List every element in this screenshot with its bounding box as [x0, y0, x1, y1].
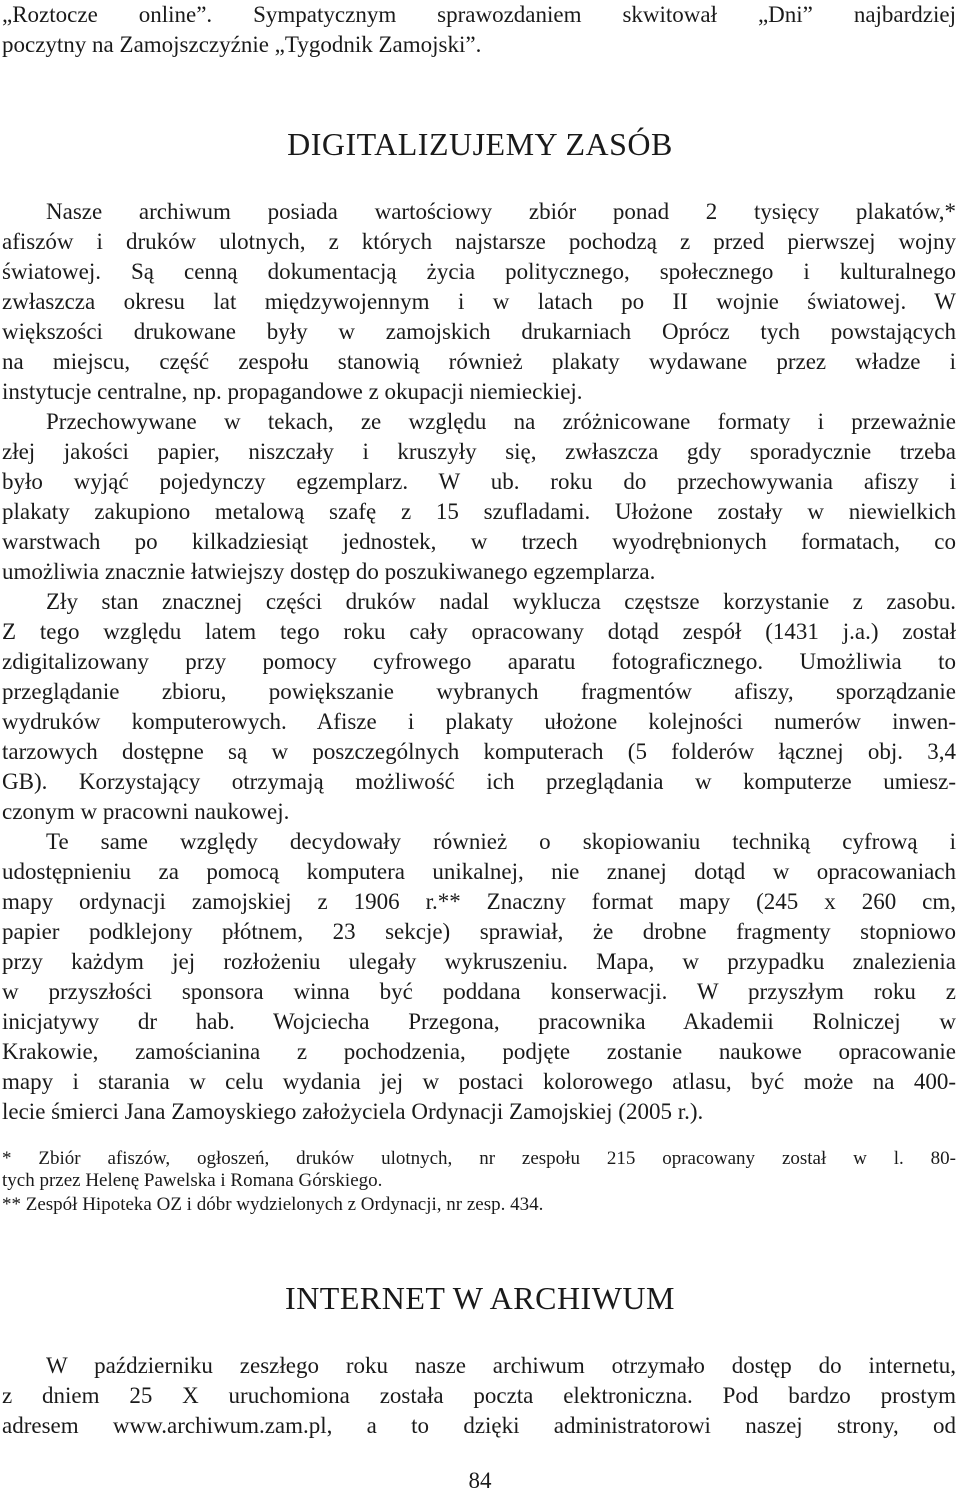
page-number: 84	[468, 1468, 492, 1493]
paragraph-line: adresem www.archiwum.zam.pl, a to dzięki administratorowi naszej strony, od	[2, 1413, 956, 1438]
paragraph-line: mapy ordynacji zamojskiej z 1906 r.** Znaczny format mapy (245 x 260 cm,	[2, 889, 956, 914]
footnote-line: * Zbiór afiszów, ogłoszeń, druków ulotnych, nr zespołu 215 opracowany został w l. 80-	[2, 1148, 956, 1169]
paragraph-line: Z tego względu latem tego roku cały opracowany dotąd zespół (1431 j.a.) został	[2, 619, 956, 644]
paragraph-line: zdigitalizowany przy pomocy cyfrowego aparatu fotograficznego. Umożliwia to	[2, 649, 956, 674]
paragraph-line: lecie śmierci Jana Zamoyskiego założyciela Ordynacji Zamojskiej (2005 r.).	[2, 1099, 704, 1124]
paragraph-line: było wyjąć pojedynczy egzemplarz. W ub. roku do przechowywania afiszy i	[2, 469, 956, 494]
paragraph-line: udostępnieniu za pomocą komputera unikalnej, nie znanej dotąd w opracowaniach	[2, 859, 956, 884]
paragraph-line: z dniem 25 X uruchomiona została poczta elektroniczna. Pod bardzo prostym	[2, 1383, 956, 1408]
paragraph-line: światowej. Są cenną dokumentacją życia politycznego, społecznego i kulturalnego	[2, 259, 956, 284]
paragraph-line: Przechowywane w tekach, ze względu na zróżnicowane formaty i przeważnie	[46, 409, 956, 434]
paragraph-line: W październiku zeszłego roku nasze archiwum otrzymało dostęp do internetu,	[46, 1353, 956, 1378]
paragraph-line: zwłaszcza okresu lat międzywojennym i w latach po II wojnie światowej. W	[2, 289, 956, 314]
paragraph-line: złej jakości papier, niszczały i kruszyły się, zwłaszcza gdy sporadycznie trzeba	[2, 439, 956, 464]
paragraph-line: umożliwia znacznie łatwiejszy dostęp do poszukiwanego egzemplarza.	[2, 559, 656, 584]
intro-line: poczytny na Zamojszczyźnie „Tygodnik Zamojski”.	[2, 32, 482, 57]
paragraph-line: tarzowych dostępne są w poszczególnych komputerach (5 folderów łącznej obj. 3,4	[2, 739, 956, 764]
paragraph-line: afiszów i druków ulotnych, z których najstarsze pochodzą z przed pierwszej wojny	[2, 229, 956, 254]
paragraph-line: wydruków komputerowych. Afisze i plakaty ułożone kolejności numerów inwen-	[2, 709, 956, 734]
section-heading-internet: INTERNET W ARCHIWUM	[285, 1280, 675, 1316]
paragraph-line: mapy i starania w celu wydania jej w postaci kolorowego atlasu, być może na 400-	[2, 1069, 956, 1094]
paragraph-line: czonym w pracowni naukowej.	[2, 799, 290, 824]
footnote-line: tych przez Helenę Pawelska i Romana Górskiego.	[2, 1170, 383, 1191]
footnote-line: ** Zespół Hipoteka OZ i dóbr wydzielonych z Ordynacji, nr zesp. 434.	[2, 1194, 544, 1215]
paragraph-line: Krakowie, zamościanina z pochodzenia, podjęte zostanie naukowe opracowanie	[2, 1039, 956, 1064]
paragraph-line: Nasze archiwum posiada wartościowy zbiór ponad 2 tysięcy plakatów,*	[46, 199, 956, 224]
paragraph-line: plakaty zakupiono metalową szafę z 15 szufladami. Ułożone zostały w niewielkich	[2, 499, 956, 524]
paragraph-line: Te same względy decydowały również o skopiowaniu techniką cyfrową i	[46, 829, 956, 854]
paragraph-line: inicjatywy dr hab. Wojciecha Przegona, pracownika Akademii Rolniczej w	[2, 1009, 956, 1034]
paragraph-line: przy każdym jej rozłożeniu ulegały wykruszeniu. Mapa, w przypadku znalezienia	[2, 949, 956, 974]
paragraph-line: na miejscu, część zespołu stanowią również plakaty wydawane przez władze i	[2, 349, 956, 374]
intro-line: „Roztocze online”. Sympatycznym sprawozdaniem skwitował „Dni” najbardziej	[2, 2, 956, 27]
paragraph-line: większości drukowane były w zamojskich drukarniach Oprócz tych powstających	[2, 319, 956, 344]
paragraph-line: warstwach po kilkadziesiąt jednostek, w trzech wyodrębnionych formatach, co	[2, 529, 956, 554]
paragraph-line: Zły stan znacznej części druków nadal wyklucza częstsze korzystanie z zasobu.	[46, 589, 956, 614]
section-heading-digitalizujemy: DIGITALIZUJEMY ZASÓB	[287, 126, 673, 162]
paragraph-line: instytucje centralne, np. propagandowe z okupacji niemieckiej.	[2, 379, 583, 404]
paragraph-line: papier podklejony płótnem, 23 sekcje) sprawiał, że drobne fragmenty stopniowo	[2, 919, 956, 944]
paragraph-line: w przyszłości sponsora winna być poddana konserwacji. W przyszłym roku z	[2, 979, 956, 1004]
paragraph-line: przeglądanie zbioru, powiększanie wybranych fragmentów afiszy, sporządzanie	[2, 679, 956, 704]
paragraph-line: GB). Korzystający otrzymają możliwość ich przeglądania w komputerze umiesz-	[2, 769, 956, 794]
